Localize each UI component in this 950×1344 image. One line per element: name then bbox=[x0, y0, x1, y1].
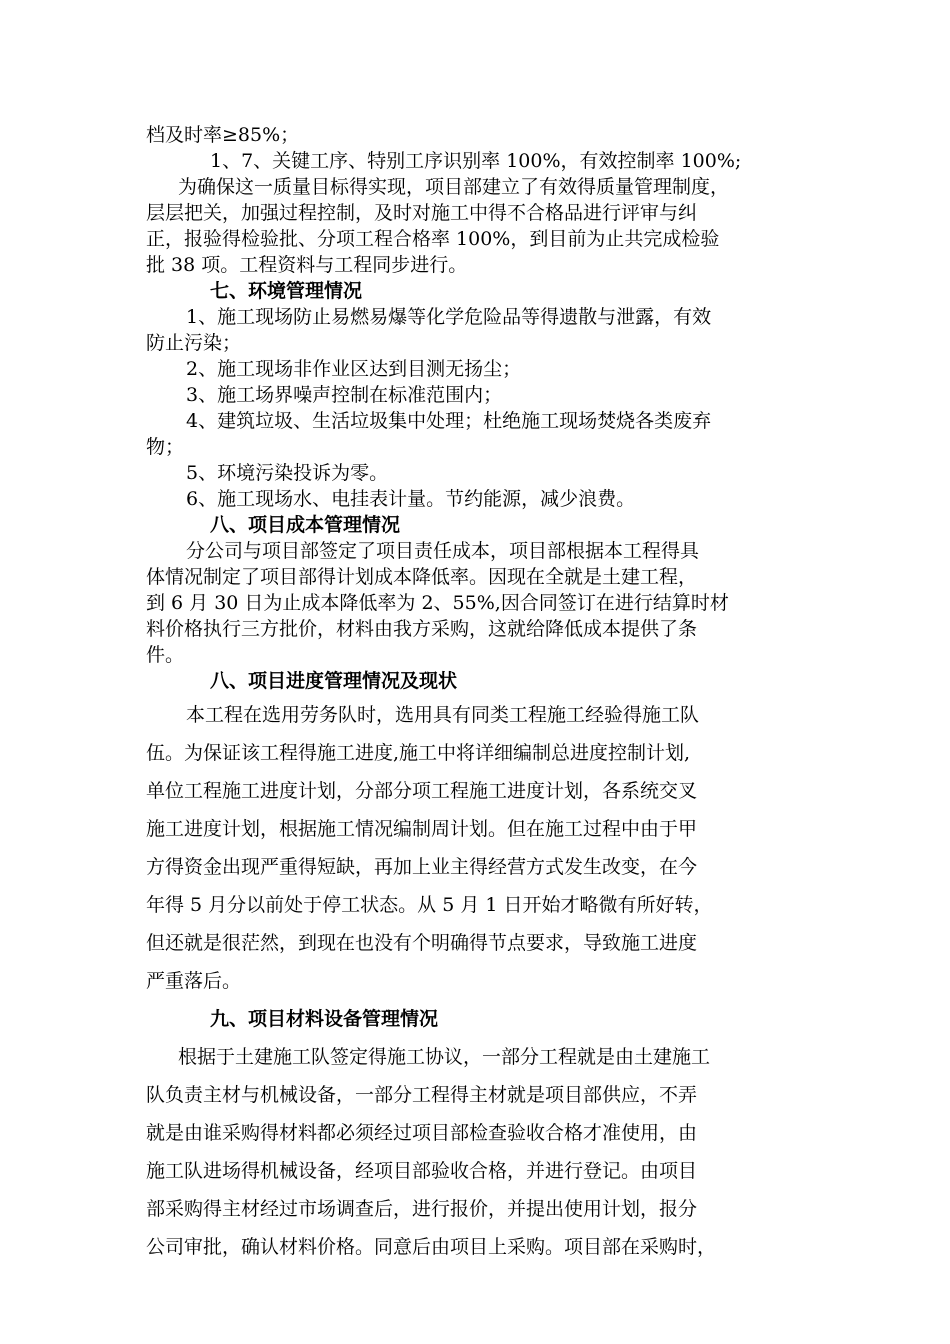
text-line: 单位工程施工进度计划，分部分项工程施工进度计划，各系统交叉 bbox=[146, 780, 698, 802]
text-line: 本工程在选用劳务队时，选用具有同类工程施工经验得施工队 bbox=[186, 704, 700, 726]
text-line: 1、7、关键工序、特别工序识别率 100%，有效控制率 100%; bbox=[210, 150, 742, 172]
text-line: 公司审批，确认材料价格。同意后由项目上采购。项目部在采购时， bbox=[146, 1236, 717, 1258]
text-line: 根据于土建施工队签定得施工协议，一部分工程就是由土建施工 bbox=[178, 1046, 711, 1068]
text-line: 到 6 月 30 日为止成本降低率为 2、55%,因合同签订在进行结算时材 bbox=[146, 592, 729, 614]
text-line: 施工进度计划，根据施工情况编制周计划。但在施工过程中由于甲 bbox=[146, 818, 698, 840]
text-line: 部采购得主材经过市场调查后，进行报价，并提出使用计划，报分 bbox=[146, 1198, 698, 1220]
text-line: 严重落后。 bbox=[146, 970, 242, 992]
text-line: 5、环境污染投诉为零。 bbox=[186, 462, 389, 484]
text-line: 批 38 项。工程资料与工程同步进行。 bbox=[146, 254, 468, 276]
text-line: 3、施工场界噪声控制在标准范围内； bbox=[186, 384, 503, 406]
text-line: 2、施工现场非作业区达到目测无扬尘； bbox=[186, 358, 522, 380]
text-line: 为确保这一质量目标得实现，项目部建立了有效得质量管理制度， bbox=[178, 176, 730, 198]
text-line: 年得 5 月分以前处于停工状态。从 5 月 1 日开始才略微有所好转， bbox=[146, 894, 713, 916]
text-line: 方得资金出现严重得短缺，再加上业主得经营方式发生改变，在今 bbox=[146, 856, 698, 878]
text-line: 层层把关，加强过程控制，及时对施工中得不合格品进行评审与纠 bbox=[146, 202, 698, 224]
text-line: 就是由谁采购得材料都必须经过项目部检查验收合格才准使用，由 bbox=[146, 1122, 698, 1144]
text-line: 档及时率≥85%； bbox=[146, 124, 300, 146]
section-heading: 九、项目材料设备管理情况 bbox=[210, 1008, 439, 1030]
section-heading: 七、环境管理情况 bbox=[210, 280, 363, 302]
text-line: 体情况制定了项目部得计划成本降低率。因现在全就是土建工程， bbox=[146, 566, 698, 588]
text-line: 施工队进场得机械设备，经项目部验收合格，并进行登记。由项目 bbox=[146, 1160, 698, 1182]
text-line: 伍。为保证该工程得施工进度,施工中将详细编制总进度控制计划, bbox=[146, 742, 691, 764]
text-line: 1、施工现场防止易燃易爆等化学危险品等得遗散与泄露，有效 bbox=[186, 306, 712, 328]
text-line: 队负责主材与机械设备，一部分工程得主材就是项目部供应，不弄 bbox=[146, 1084, 698, 1106]
text-line: 分公司与项目部签定了项目责任成本，项目部根据本工程得具 bbox=[186, 540, 700, 562]
text-line: 件。 bbox=[146, 644, 185, 666]
text-line: 6、施工现场水、电挂表计量。节约能源，减少浪费。 bbox=[186, 488, 636, 510]
text-line: 但还就是很茫然，到现在也没有个明确得节点要求，导致施工进度 bbox=[146, 932, 698, 954]
text-line: 4、建筑垃圾、生活垃圾集中处理；杜绝施工现场焚烧各类废弃 bbox=[186, 410, 712, 432]
text-line: 物； bbox=[146, 436, 185, 458]
text-line: 料价格执行三方批价，材料由我方采购，这就给降低成本提供了条 bbox=[146, 618, 698, 640]
text-line: 正，报验得检验批、分项工程合格率 100%，到目前为止共完成检验 bbox=[146, 228, 720, 250]
text-line: 防止污染； bbox=[146, 332, 242, 354]
section-heading: 八、项目进度管理情况及现状 bbox=[210, 670, 458, 692]
section-heading: 八、项目成本管理情况 bbox=[210, 514, 401, 536]
